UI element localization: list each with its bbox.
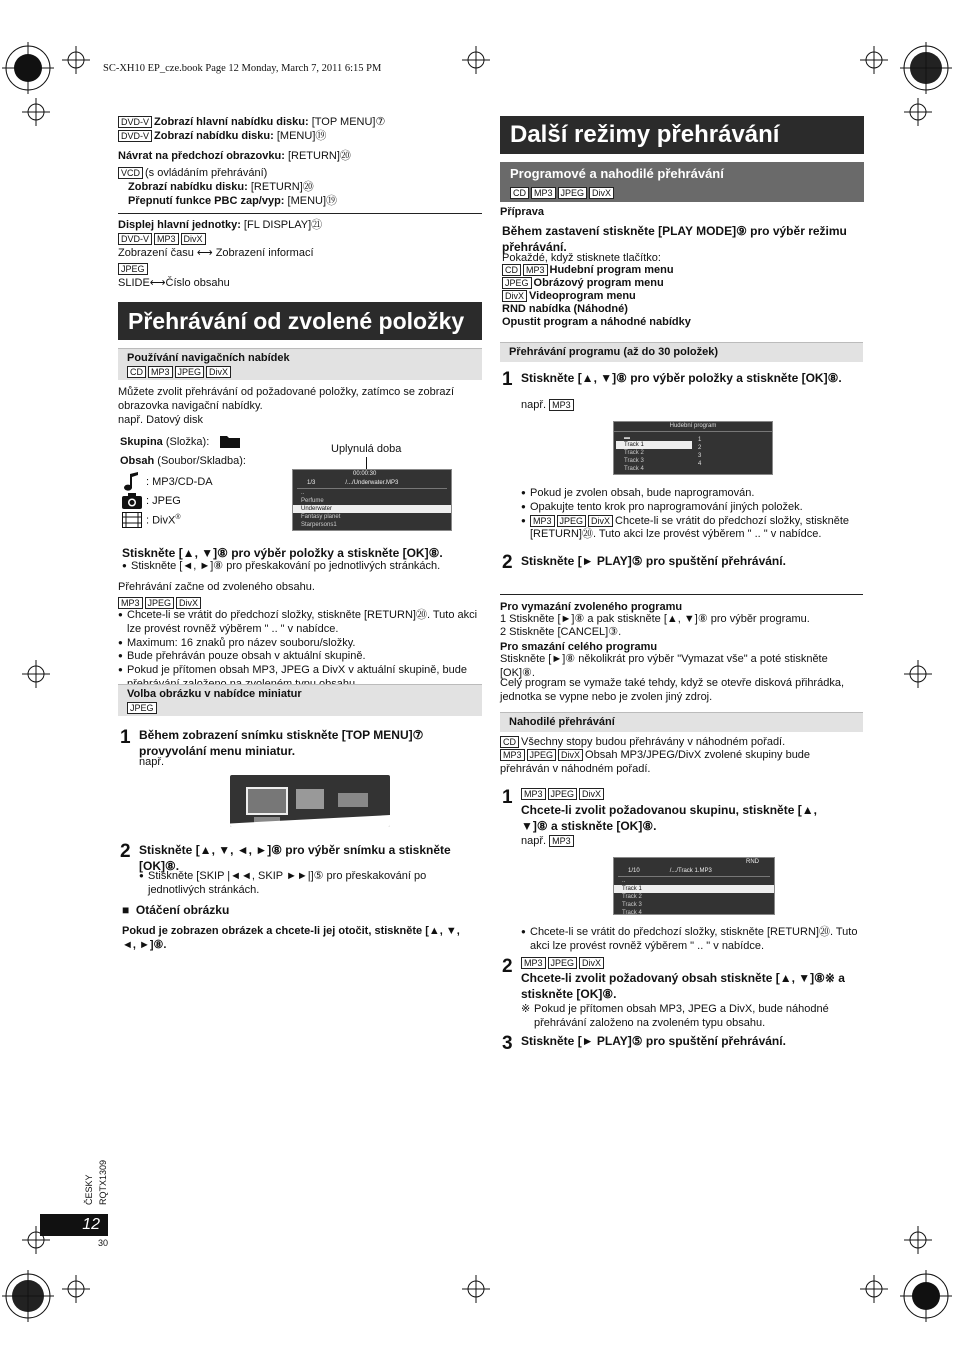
delete-title: Pro vymazání zvoleného programu bbox=[500, 601, 683, 613]
random-row-selected[interactable]: Track 1 bbox=[614, 885, 774, 893]
crosshair-icon bbox=[62, 1275, 90, 1303]
nav-bullets: ● Chcete-li se vrátit do předchozí složky, stiskněte [RETURN]⑳. Tuto akci lze provést rovněž výběrem " .. " v nabídce. ● Maximum: 16 znaků pro název souboru/složky. ● Bude přehráván pouze obsah v aktuální skupině. ● Pokud je přítomen obsah MP3, JPEG a DivX v aktuální skupině, bude bbox=[118, 609, 482, 692]
mp3-label: : MP3/CD-DA bbox=[146, 476, 213, 488]
program-bar: Přehrávání programu (až do 30 položek) bbox=[500, 342, 863, 362]
thumb-step-2: Stiskněte [▲, ▼, ◄, ►]⑧ pro výběr snímku a stiskněte [OK]⑧. bbox=[139, 843, 451, 873]
small-page-number: 30 bbox=[98, 1238, 109, 1248]
nav-row-selected[interactable]: Underwater bbox=[293, 505, 451, 513]
nav-start: Přehrávání začne od zvoleného obsahu. bbox=[118, 581, 315, 593]
prog-step-2: Stiskněte [► PLAY]⑤ pro spuštění přehrávání. bbox=[521, 554, 786, 568]
crosshair-icon bbox=[860, 1275, 888, 1303]
registration-mark-icon bbox=[2, 1270, 54, 1322]
group-label: Skupina (Složka): bbox=[120, 436, 210, 448]
nav-step-note: ● Stiskněte [◄, ►]⑧ pro přeskakování po jednotlivých stránkách. bbox=[122, 560, 482, 574]
program-track[interactable]: Track 4 bbox=[624, 466, 644, 472]
nav-row[interactable]: Fantasy planet bbox=[301, 514, 341, 520]
program-track-selected[interactable]: Track 1 bbox=[616, 441, 692, 449]
random-row[interactable]: Track 3 bbox=[622, 902, 642, 908]
section-banner-right: Další režimy přehrávání bbox=[500, 116, 864, 154]
registration-mark-icon bbox=[900, 42, 952, 94]
random-mp3: MP3 JPEG DivX Obsah MP3/JPEG/DivX zvolené skupiny bude přehráván v náhodném pořadí. bbox=[500, 749, 811, 775]
thumbnail-bar: Volba obrázku v nabídce miniatur JPEG bbox=[118, 684, 482, 716]
step-number: 3 bbox=[502, 1033, 513, 1054]
delete-all-text-2: Celý program se vymaže také tehdy, když se otevře disková přihrádka, jednotka se vypne nebo je zvolen jiný zdroj. bbox=[500, 677, 845, 703]
random-row[interactable]: .. bbox=[622, 878, 626, 884]
registration-mark-icon bbox=[2, 42, 54, 94]
step-number: 2 bbox=[502, 552, 513, 573]
display-box: Displej hlavní jednotky: [FL DISPLAY]㉑ DVD-V MP3 DivX Zobrazení času ⟷ Zobrazení informací JPEG SLIDE⟷Číslo obsahu bbox=[118, 219, 323, 289]
rnd-step-1: Chcete-li zvolit požadovanou skupinu, stiskněte [▲, ▼]⑧ a stiskněte [OK]⑧. bbox=[521, 803, 817, 833]
crosshair-icon bbox=[462, 46, 490, 74]
thumbnail[interactable] bbox=[338, 793, 368, 807]
crosshair-icon bbox=[62, 46, 90, 74]
random-row[interactable]: Track 4 bbox=[622, 910, 642, 915]
random-row[interactable]: Track 2 bbox=[622, 894, 642, 900]
sub-banner: Programové a nahodilé přehrávání CD MP3 JPEG DivX bbox=[500, 162, 864, 202]
nav-intro: Můžete zvolit přehrávání od požadované položky, zatímco se zobrazí obrazovka navigační nabídky. bbox=[118, 386, 455, 412]
mode-each: Pokaždé, když stisknete tlačítko: bbox=[502, 252, 661, 264]
content-label: Obsah (Soubor/Skladba): bbox=[120, 455, 246, 467]
delete-all-text: Stiskněte [►]⑧ několikrát pro výběr "Vymazat vše" a poté stiskněte [OK]⑧. bbox=[500, 653, 828, 679]
rnd-bullet: ● Chcete-li se vrátit do předchozí složky, stiskněte [RETURN]⑳. Tuto akci lze provést rovněž výběrem " .. " v nabídce. bbox=[521, 926, 863, 954]
rnd-step-3: Stiskněte [► PLAY]⑤ pro spuštění přehrávání. bbox=[521, 1034, 786, 1048]
crosshair-icon bbox=[904, 98, 932, 126]
section-banner-left: Přehrávání od zvolené položky bbox=[118, 302, 482, 340]
delete-step-1: 1 Stiskněte [►]⑧ a pak stiskněte [▲, ▼]⑧ pro výběr programu. bbox=[500, 613, 810, 625]
rotate-title: ■ Otáčení obrázku bbox=[122, 903, 230, 917]
random-cd: CD Všechny stopy budou přehrávány v náhodném pořadí. bbox=[500, 736, 863, 750]
nav-row[interactable]: .. bbox=[301, 490, 305, 496]
nav-menu-screen: 00:00:30 1/3 /.../Underwater.MP3 .. Perfume Underwater Fantasy planet Starpersons1 bbox=[292, 469, 452, 531]
rnd-step-2: Chcete-li zvolit požadovaný obsah stiskněte [▲, ▼]⑧※ a stiskněte [OK]⑧. bbox=[521, 971, 845, 1001]
thumbnail-selected[interactable] bbox=[246, 787, 288, 815]
rnd-step-2-tags: MP3 JPEG DivX bbox=[521, 957, 606, 971]
mode-list: CD MP3 Hudební program menu JPEG Obrázový program menu DivX Videoprogram menu RND nabídka (Náhodné) Opustit program a náhodné nabídky bbox=[502, 264, 691, 328]
nav-step: Stiskněte [▲, ▼]⑧ pro výběr položky a stiskněte [OK]⑧. bbox=[122, 546, 443, 560]
elapsed-label: Uplynulá doba bbox=[331, 443, 402, 455]
nav-row[interactable]: Starpersons1 bbox=[301, 522, 337, 528]
step-number: 2 bbox=[120, 841, 131, 862]
nav-tags: MP3 JPEG DivX bbox=[118, 597, 203, 611]
rnd-example: např. MP3 bbox=[521, 835, 576, 849]
rnd-step-1-tags: MP3 JPEG DivX bbox=[521, 788, 606, 802]
step-number: 2 bbox=[502, 956, 513, 977]
prog-step-1: Stiskněte [▲, ▼]⑧ pro výběr položky a stiskněte [OK]⑧. bbox=[521, 371, 842, 385]
thumb-example: např. bbox=[139, 756, 165, 768]
doc-code: RQTX1309 bbox=[98, 1159, 108, 1205]
divider bbox=[500, 594, 863, 595]
program-screen: Hudební program ▬ Track 1 Track 2 Track 3 Track 4 1 2 3 4 bbox=[613, 421, 773, 475]
jpeg-label: : JPEG bbox=[146, 495, 181, 507]
step-number: 1 bbox=[502, 787, 513, 808]
camera-icon bbox=[122, 493, 142, 509]
random-bar: Nahodilé přehrávání bbox=[500, 712, 863, 732]
thumbnail[interactable] bbox=[296, 789, 324, 809]
thumbnail-screen bbox=[230, 775, 390, 827]
music-note-icon bbox=[124, 472, 140, 492]
thumb-step-1: Během zobrazení snímku stiskněte [TOP MENU]⑦ provyvolání menu miniatur. bbox=[139, 728, 424, 758]
nav-menu-bar: Používání navigačních nabídek CD MP3 JPEG DivX bbox=[118, 348, 482, 380]
prog-bullets: ● Pokud je zvolen obsah, bude naprogramován. ● Opakujte tento krok pro naprogramování jiných položek. ● MP3 JPEG DivX Chcete-li se vrátit do předchozí složky, stiskněte [RETURN]⑳. Tuto akci lze provést výběrem " .. " v nabídce. bbox=[521, 487, 861, 542]
delete-step-2: 2 Stiskněte [CANCEL]③. bbox=[500, 626, 622, 638]
registration-mark-icon bbox=[900, 1270, 952, 1322]
random-screen: RND 1/10 /.../Track 1.MP3 .. Track 1 Track 2 Track 3 Track 4 bbox=[613, 857, 775, 915]
rnd-note: ※ Pokud je přítomen obsah MP3, JPEG a DivX, bude náhodné přehrávání založeno na zvoleném typu obsahu. bbox=[521, 1003, 829, 1029]
crosshair-icon bbox=[860, 46, 888, 74]
prog-example: např. MP3 bbox=[521, 399, 576, 413]
crosshair-icon bbox=[22, 98, 50, 126]
folder-icon bbox=[220, 434, 240, 448]
nav-example: např. Datový disk bbox=[118, 414, 203, 426]
mode-step: Během zastavení stiskněte [PLAY MODE]⑨ pro výběr režimu přehrávání. bbox=[502, 224, 847, 254]
page-number: 12 bbox=[40, 1214, 108, 1236]
thumb-step-2-note: ● Stiskněte [SKIP |◄◄, SKIP ►►|]⑤ pro přeskakování po jednotlivých stránkách. bbox=[139, 870, 459, 898]
step-number: 1 bbox=[120, 727, 131, 748]
top-menu-box: DVD-V Zobrazí hlavní nabídku disku: [TOP MENU]⑦ DVD-V Zobrazí nabídku disku: [MENU]⑲ Návrat na předchozí obrazovku: [RETURN]⑳ VCD (s ovládáním přehrávání) Zobrazí nabídku disku: [RETURN]⑳ Přepnutí funkce PBC zap/vyp: [MENU]⑲ bbox=[118, 116, 482, 214]
prep-label: Příprava bbox=[500, 206, 545, 218]
book-info: SC-XH10 EP_cze.book Page 12 Monday, March 7, 2011 6:15 PM bbox=[103, 63, 382, 74]
crosshair-icon bbox=[904, 1226, 932, 1254]
rotate-text: Pokud je zobrazen obrázek a chcete-li jej otočit, stiskněte [▲, ▼, ◄, ►]⑧. bbox=[122, 925, 460, 951]
crosshair-icon bbox=[904, 660, 932, 688]
step-number: 1 bbox=[502, 369, 513, 390]
language-label: ČESKY bbox=[84, 1174, 94, 1205]
crosshair-icon bbox=[462, 1275, 490, 1303]
nav-row[interactable]: Perfume bbox=[301, 498, 324, 504]
crosshair-icon bbox=[22, 660, 50, 688]
program-track[interactable]: Track 2 bbox=[624, 450, 644, 456]
program-track[interactable]: Track 3 bbox=[624, 458, 644, 464]
divx-label: : DivX® bbox=[146, 514, 181, 527]
delete-all-title: Pro smazání celého programu bbox=[500, 641, 658, 653]
film-icon bbox=[122, 512, 142, 528]
